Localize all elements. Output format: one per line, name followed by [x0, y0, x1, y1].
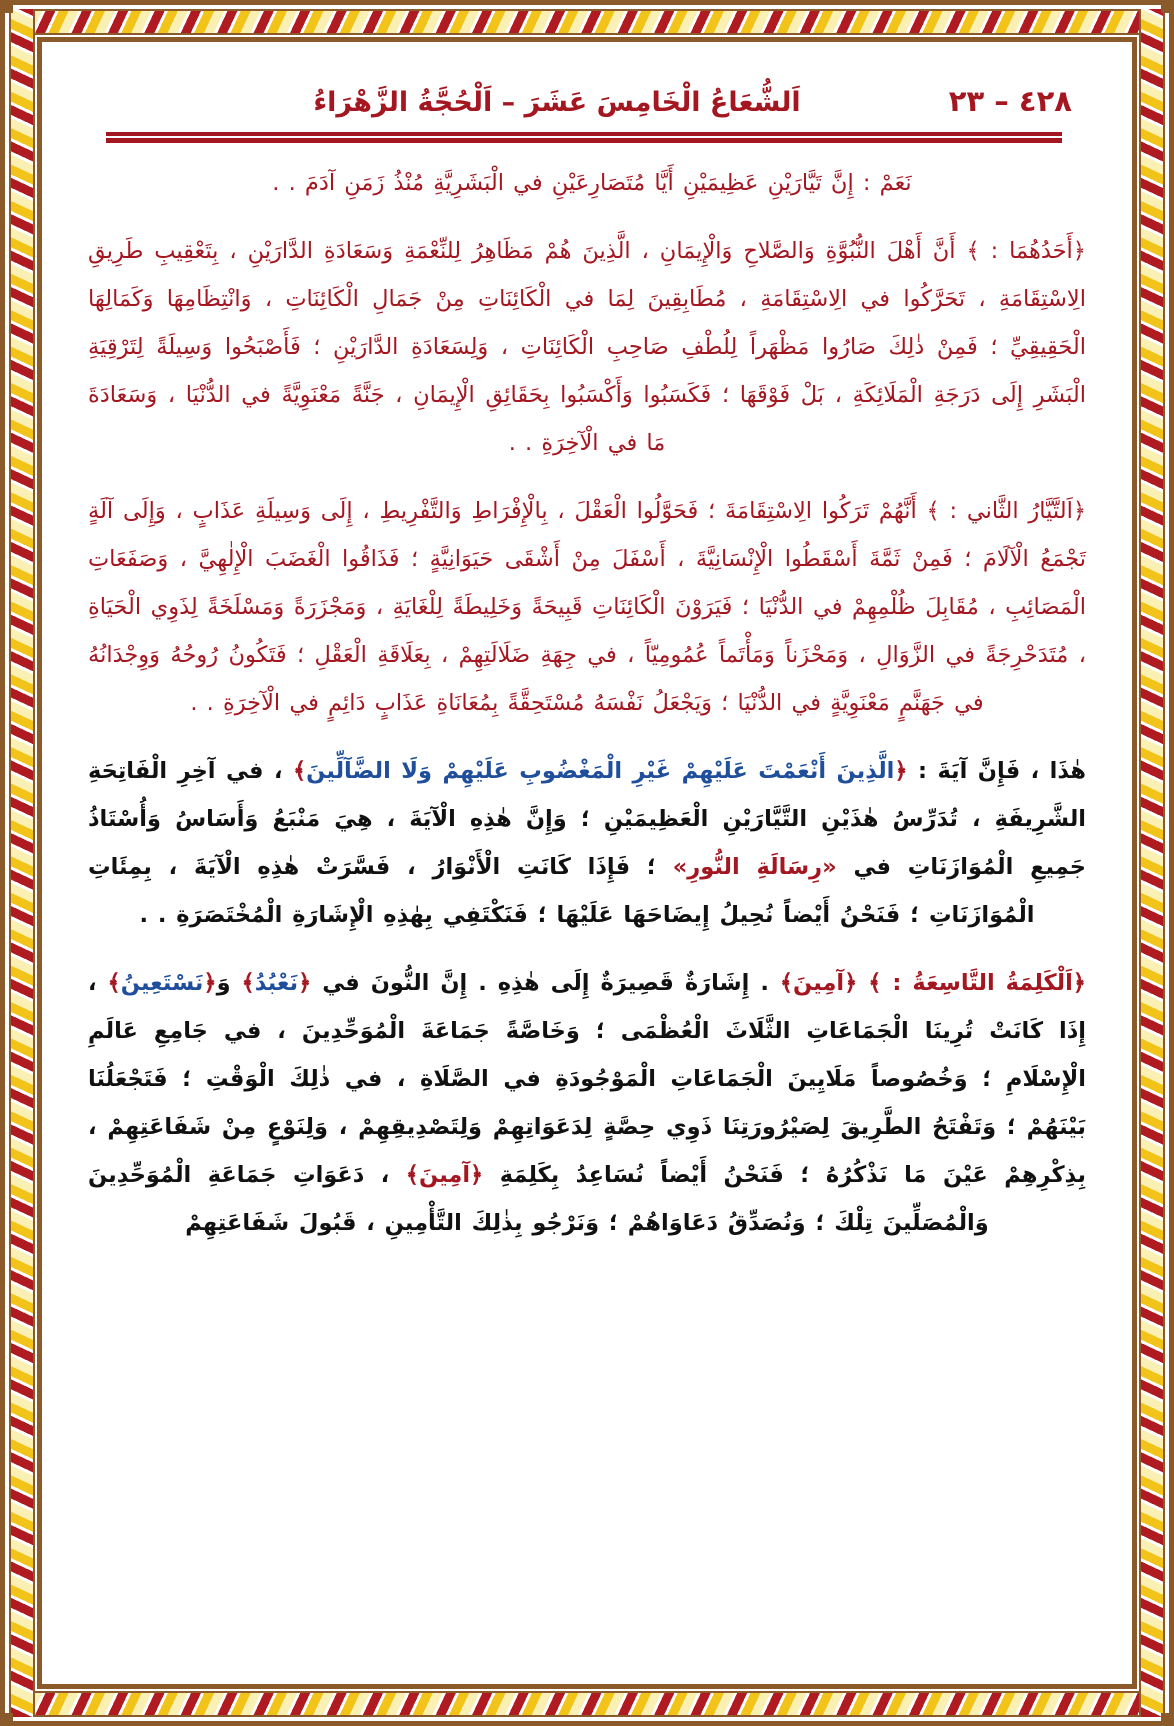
text-run-red-6: ﴾ — [241, 970, 255, 996]
text-run-red-5: «رِسَالَةِ النُّورِ» — [672, 854, 837, 880]
ornament-braid-left — [9, 9, 35, 1717]
text-run-black-7: وَ — [216, 970, 242, 996]
page-number: ٤٢٨ – ٢٣ — [948, 84, 1072, 118]
ornament-braid-right — [1139, 9, 1165, 1717]
paragraph-first-current: ﴿أَحَدُهُمَا : ﴾ أَنَّ أَهْلَ النُّبُوَّةِ وَالصَّلاحِ وَالْإِيمَانِ ، الَّذِينَ هُمْ مَظَاهِرُ لِلنِّعْمَةِ وَسَعَادَةِ الدَّارَيْنِ ، بِتَعْقِيبِ طَرِيقِ الِاسْتِقَامَةِ ، تَحَرَّكُوا في الِاسْتِقَامَةِ ، مُطَابِقِينَ لِمَا في الْكَائِنَاتِ مِنْ جَمَالِ الْكَائِنَاتِ ، وَانْتِظَامِهَا وَكَمَالِهَا الْحَقِيقِيِّ ؛ فَمِنْ ذٰلِكَ صَارُوا مَظْهَراً لِلُطْفِ صَاحِبِ الْكَائِنَاتِ ، وَلِسَعَادَةِ الدَّارَيْنِ ؛ فَأَصْبَحُوا وَسِيلَةً لِتَرْقِيَةِ الْبَشَرِ إِلَى دَرَجَةِ الْمَلَائِكَةِ ، بَلْ فَوْقَهَا ؛ فَكَسَبُوا وَأَكْسَبُوا بِحَقَائِقِ الْإِيمَانِ ، جَنَّةً مَعْنَوِيَّةً في الدُّنْيَا ، وَسَعَادَةَ مَا في الْآخِرَةِ . . — [88, 238, 1086, 456]
text-run-red-3: ﴾ — [292, 758, 307, 784]
text-run-black-0: هٰذَا ، فَإِنَّ آيَةَ : — [907, 758, 1086, 784]
text-run-black-11: ، إِذَا كَانَتْ تُرِينَا الْجَمَاعَاتِ الثَّلَاثَ الْعُظْمَى ؛ وَخَاصَّةً جَمَاعَةَ الْمُوَحِّدِينَ ، في جَامِعِ عَالَمِ الْإِسْلَامِ ؛ وَخُصُوصاً مَلَايِينَ الْجَمَاعَاتِ الْمَوْجُودَةِ في الصَّلَاةِ ، في ذٰلِكَ الْوَقْتِ ؛ فَتَجْعَلُنَا بَيْنَهُمْ ؛ وَتَفْتَحُ الطَّرِيقَ لِصَيْرُورَتِنَا ذَوِي حِصَّةٍ لِدَعَوَاتِهِمْ وَلِتَصْدِيقِهِمْ ، وَلِنَوْعٍ مِنْ شَفَاعَتِهِمْ ، بِذِكْرِهِمْ عَيْنَ مَا نَذْكُرُهُ ؛ فَنَحْنُ أَيْضاً نُسَاعِدُ بِكَلِمَةِ — [88, 970, 1086, 1188]
paragraph-intro: نَعَمْ : إِنَّ تَيَّارَيْنِ عَظِيمَيْنِ أَيَّا مُتَصَارِعَيْنِ في الْبَشَرِيَّةِ مُنْذُ زَمَنِ آدَمَ . . — [272, 170, 912, 196]
text-run-red-2: ﴿آمِينَ﴾ — [779, 970, 858, 996]
text-run-blue-2: الَّذِينَ أَنْعَمْتَ عَلَيْهِمْ غَيْرِ الْمَغْضُوبِ عَلَيْهِمْ وَلَا الضَّآلِّينَ — [306, 758, 895, 784]
paragraph-ninth-word — [88, 959, 1086, 1247]
text-run-black-3: . إِشَارَةٌ قَصِيرَةٌ إِلَى هٰذِهِ . إِنَّ النُّونَ في — [311, 970, 780, 996]
corner-ornament-top-left — [3, 3, 13, 13]
page-content — [60, 52, 1114, 1674]
text-run-black-6: ؛ فَإِذَا كَانَتِ الْأَنْوَارُ ، فَسَّرَتْ هٰذِهِ الْآيَةَ ، بِمِئَاتِ الْمُوَازَنَاتِ ؛ فَنَحْنُ أَيْضاً نُحِيلُ إِيضَاحَهَا عَلَيْهَا ؛ فَنَكْتَفِي بِهٰذِهِ الْإِشَارَةِ الْمُخْتَصَرَةِ . . — [88, 854, 1035, 928]
header-divider-rule — [106, 132, 1062, 143]
chapter-title: اَلشُّعَاعُ الْخَامِسَ عَشَرَ – اَلْحُجَّةُ الزَّهْرَاءُ — [313, 87, 801, 118]
text-run-blue-9: نَسْتَعِينُ — [120, 970, 204, 996]
paragraph-gap — [88, 945, 1086, 959]
body-text — [82, 143, 1092, 1247]
text-run-blue-5: نَعْبُدُ — [254, 970, 299, 996]
text-run-red-8: ﴿ — [203, 970, 217, 996]
corner-ornament-top-right — [1161, 3, 1171, 13]
text-run-black-4: ، في آخِرِ الْفَاتِحَةِ الشَّرِيفَةِ ، تُدَرِّسُ هٰذَيْنِ التَّيَّارَيْنِ الْعَظِيمَيْنِ ؛ وَإِنَّ هٰذِهِ الْآيَةَ ، هِيَ مَنْبَعُ وَأَسَاسُ وَأُسْتَاذُ جَمِيعِ الْمُوَازَنَاتِ في — [88, 758, 1086, 880]
corner-ornament-bottom-left — [3, 1713, 13, 1723]
paragraph-gap — [88, 733, 1086, 747]
ornament-braid-bottom — [9, 1691, 1165, 1717]
paragraph-fatiha-verse — [88, 747, 1086, 939]
paragraph-gap — [88, 473, 1086, 487]
paragraph-gap — [88, 213, 1086, 227]
text-run-red-4: ﴿ — [298, 970, 312, 996]
text-run-red-0: ﴿اَلْكَلِمَةُ التَّاسِعَةُ : ﴾ — [868, 970, 1086, 996]
paragraph-second-current: ﴿اَلتَّيَّارُ الثَّاني : ﴾ أَنَّهُمْ تَرَكُوا الِاسْتِقَامَةَ ؛ فَحَوَّلُوا الْعَقْلَ ، بِالْإِفْرَاطِ وَالتَّفْرِيطِ ، إِلَى وَسِيلَةِ عَذَابٍ ، وَإِلَى آلَةٍ تَجْمَعُ الْآلَامَ ؛ فَمِنْ ثَمَّةَ أَسْقَطُوا الْإِنْسَانِيَّةَ ، أَسْفَلَ مِنْ أَشْقَى حَيَوَانِيَّةٍ ؛ فَذَاقُوا الْغَضَبَ الْإِلٰهِيَّ ، وَصَفَعَاتِ الْمَصَائِبِ ، مُقَابِلَ ظُلْمِهِمْ في الدُّنْيَا ؛ فَيَرَوْنَ الْكَائِنَاتِ قَبِيحَةً وَخَلِيطَةً لِلْغَايَةِ ، وَمَجْزَرَةً وَمَسْلَخَةً لِذَوِي الْحَيَاةِ ، مُتَدَحْرِجَةً في الزَّوَالِ ، وَمَحْزَناً وَمَأْتَماً عُمُومِيّاً ، في جِهَةِ ضَلَالَتِهِمْ ، بِعَلَاقَةِ الْعَقْلِ ؛ فَتَكُونُ رُوحُهُ وَوِجْدَانُهُ في جَهَنَّمٍ مَعْنَوِيَّةٍ في الدُّنْيَا ؛ وَيَجْعَلُ نَفْسَهُ مُسْتَحِقَّةً بِمُعَانَاةِ عَذَابٍ دَائِمٍ في الْآخِرَةِ . . — [88, 498, 1086, 716]
running-head — [82, 62, 1092, 118]
text-run-red-12: ﴿آمِينَ﴾ — [405, 1162, 484, 1188]
ornament-braid-top — [9, 9, 1165, 35]
corner-ornament-bottom-right — [1161, 1713, 1171, 1723]
text-run-black-1 — [857, 970, 868, 996]
text-run-red-1: ﴿ — [894, 758, 908, 784]
text-run-black-13: ، دَعَوَاتِ جَمَاعَةِ الْمُوَحِّدِينَ وَالْمُصَلِّينَ تِلْكَ ؛ وَنُصَدِّقُ دَعَاوَاهُمْ ؛ وَنَرْجُو بِذٰلِكَ التَّأْمِينِ ، قَبُولَ شَفَاعَتِهِمْ — [88, 1162, 989, 1236]
text-run-red-10: ﴾ — [107, 970, 121, 996]
